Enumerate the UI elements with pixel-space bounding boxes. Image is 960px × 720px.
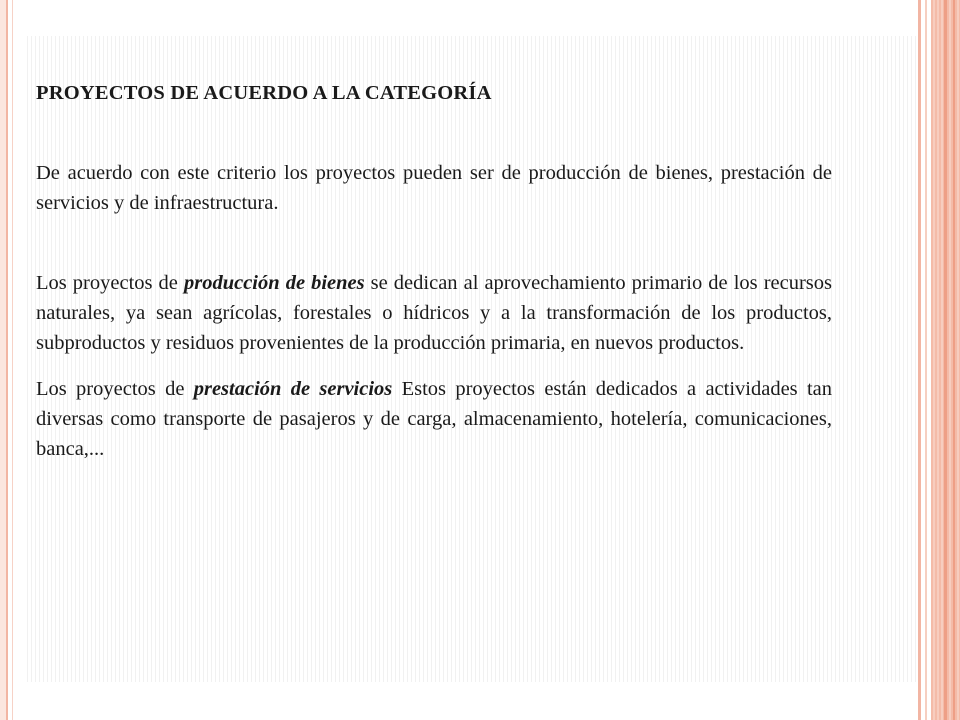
servicios-body: Estos proyectos están dedicados a actividades tan diversas como transporte de pasajeros y de carga, almacenamiento, hotelería, comunicaciones, banca,... xyxy=(36,378,833,460)
right-stripe xyxy=(944,0,947,720)
servicios-lead: Los proyectos de xyxy=(36,378,194,400)
right-stripe xyxy=(918,0,921,720)
bienes-lead: Los proyectos de xyxy=(36,272,184,294)
bienes-emphasis: producción de bienes xyxy=(183,272,365,294)
intro-paragraph: De acuerdo con este criterio los proyectos pueden ser de producción de bienes, prestación de servicios y de infraestructura. xyxy=(36,162,832,214)
right-stripe xyxy=(953,0,955,720)
left-accent-line xyxy=(6,0,8,720)
servicios-paragraph xyxy=(36,374,832,464)
slide-title: PROYECTOS DE ACUERDO A LA CATEGORÍA xyxy=(36,82,492,104)
right-stripe xyxy=(925,0,927,720)
left-accent-line xyxy=(12,0,13,720)
bienes-paragraph xyxy=(36,268,832,358)
bienes-body: se dedican al aprovechamiento primario de los recursos naturales, ya sean agrícolas, forestales o hídricos y a la transformación de los productos, subproductos y residuos provenientes de la producción primaria, en nuevos productos. xyxy=(36,272,832,354)
servicios-emphasis: prestación de servicios xyxy=(193,378,393,400)
slide-text xyxy=(36,78,832,464)
